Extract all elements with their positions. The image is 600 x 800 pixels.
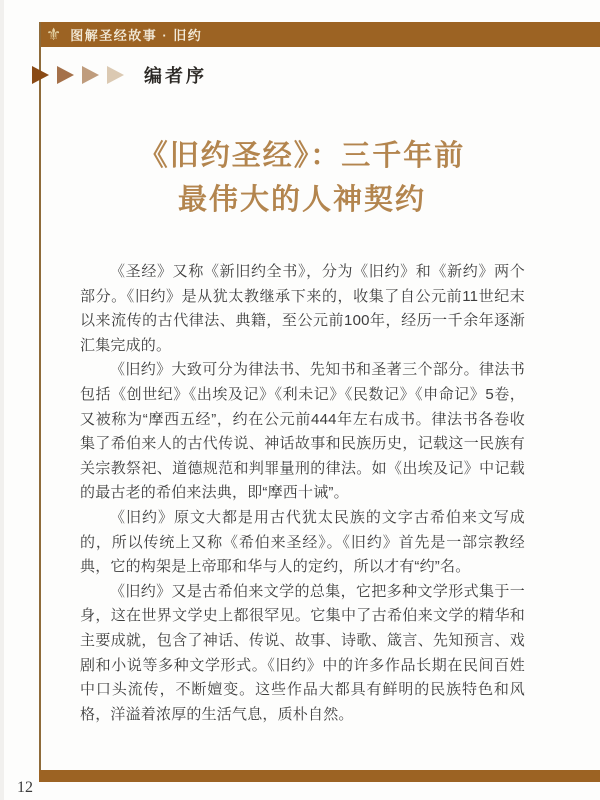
paragraph: 《旧约》原文大都是用古代犹太民族的文字古希伯来文写成的，所以传统上又称《希伯来圣经》。《旧约》首先是一部宗教经典，它的构架是上帝耶和华与人的定约，所以才有“约”名。 — [80, 508, 525, 576]
article-body — [80, 260, 525, 727]
footer-bar — [39, 770, 600, 782]
article-title-line2: 最伟大的人神契约 — [177, 184, 426, 216]
scan-edge — [0, 0, 4, 800]
header-bar — [39, 22, 600, 47]
section-label: 编者序 — [144, 66, 207, 86]
paragraph: 《旧约》大致可分为律法书、先知书和圣著三个部分。律法书包括《创世纪》《出埃及记》《利未记》《民数记》《申命记》5卷，又被称为“摩西五经”，约在公元前444年左右成书。律法书各卷收集了希伯来人的古代传说、神话故事和民族历史，记载这一民族有关宗教祭祀、道德规范和判罪量刑的律法。如《出埃及记》中记载的最古老的希伯来法典，即“摩西十诫”。 — [80, 361, 525, 502]
triangle-icon — [32, 66, 49, 84]
article-title — [78, 134, 526, 222]
paragraph: 《旧约》又是古希伯来文学的总集，它把多种文学形式集于一身，这在世界文学史上都很罕见。它集中了古希伯来文学的精华和主要成就，包含了神话、传说、故事、诗歌、箴言、先知预言、戏剧和小说等多种文学形式。《旧约》中的许多作品长期在民间百姓中口头流传，不断嬗变。这些作品大都具有鲜明的民族特色和风格，洋溢着浓厚的生活气息，质朴自然。 — [80, 582, 525, 723]
left-border-rule — [39, 22, 41, 782]
emblem-icon: ⚜ — [46, 25, 62, 44]
triangle-icon — [57, 66, 74, 84]
book-title: 图解圣经故事 · 旧约 — [70, 28, 203, 43]
page-number: 12 — [17, 779, 33, 796]
triangle-icon — [82, 66, 99, 84]
section-header — [32, 64, 207, 86]
article-title-line1: 《旧约圣经》：三千年前 — [138, 140, 466, 172]
paragraph: 《圣经》又称《新旧约全书》，分为《旧约》和《新约》两个部分。《旧约》是从犹太教继承下来的，收集了自公元前11世纪末以来流传的古代律法、典籍，至公元前100年，经历一千余年逐渐汇集完成的。 — [80, 263, 525, 354]
triangle-icon — [107, 66, 124, 84]
